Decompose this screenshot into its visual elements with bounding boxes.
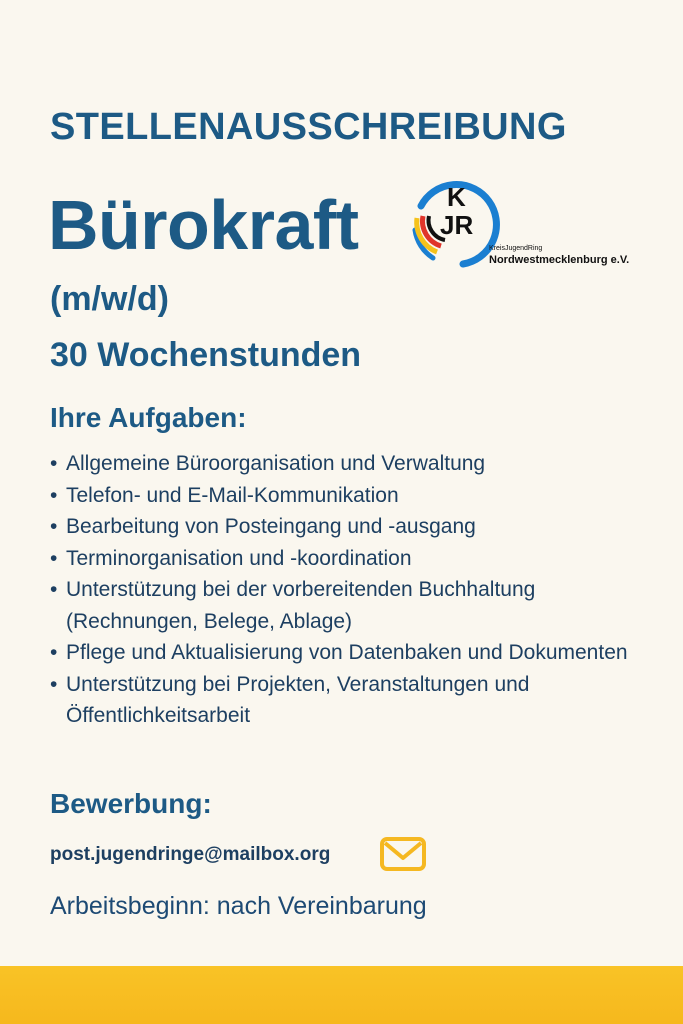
kjr-logo [403,178,643,274]
logo-letter-k: K [447,182,466,212]
gender-note: (m/w/d) [50,280,169,318]
weekly-hours: 30 Wochenstunden [50,336,362,374]
logo-org-name: Nordwestmecklenburg e.V. [489,254,630,266]
footer-accent-bar [0,966,683,1024]
start-date: Arbeitsbeginn: nach Vereinbarung [50,892,427,920]
job-posting-kicker: STELLENAUSSCHREIBUNG [50,106,567,148]
logo-letters-jr: JR [440,210,474,240]
task-item: • Terminorganisation und -koordination [50,543,670,575]
tasks-heading: Ihre Aufgaben: [50,402,247,433]
task-item: • Telefon- und E-Mail-Kommunikation [50,480,670,512]
tasks-list [50,448,670,732]
task-item: • Unterstützung bei Projekten, Veranstaltungen und Öffentlichkeitsarbeit [50,669,670,732]
task-item: • Bearbeitung von Posteingang und -ausgang [50,511,670,543]
task-item: • Pflege und Aktualisierung von Datenbaken und Dokumenten [50,637,670,669]
application-heading: Bewerbung: [50,788,212,819]
mail-icon[interactable] [379,836,427,872]
contact-email[interactable]: post.jugendringe@mailbox.org [50,844,331,865]
task-item: • Unterstützung bei der vorbereitenden Buchhaltung (Rechnungen, Belege, Ablage) [50,574,670,637]
logo-org-small: KreisJugendRing [489,245,543,252]
job-title: Bürokraft [48,186,359,264]
task-item: • Allgemeine Büroorganisation und Verwaltung [50,448,670,480]
